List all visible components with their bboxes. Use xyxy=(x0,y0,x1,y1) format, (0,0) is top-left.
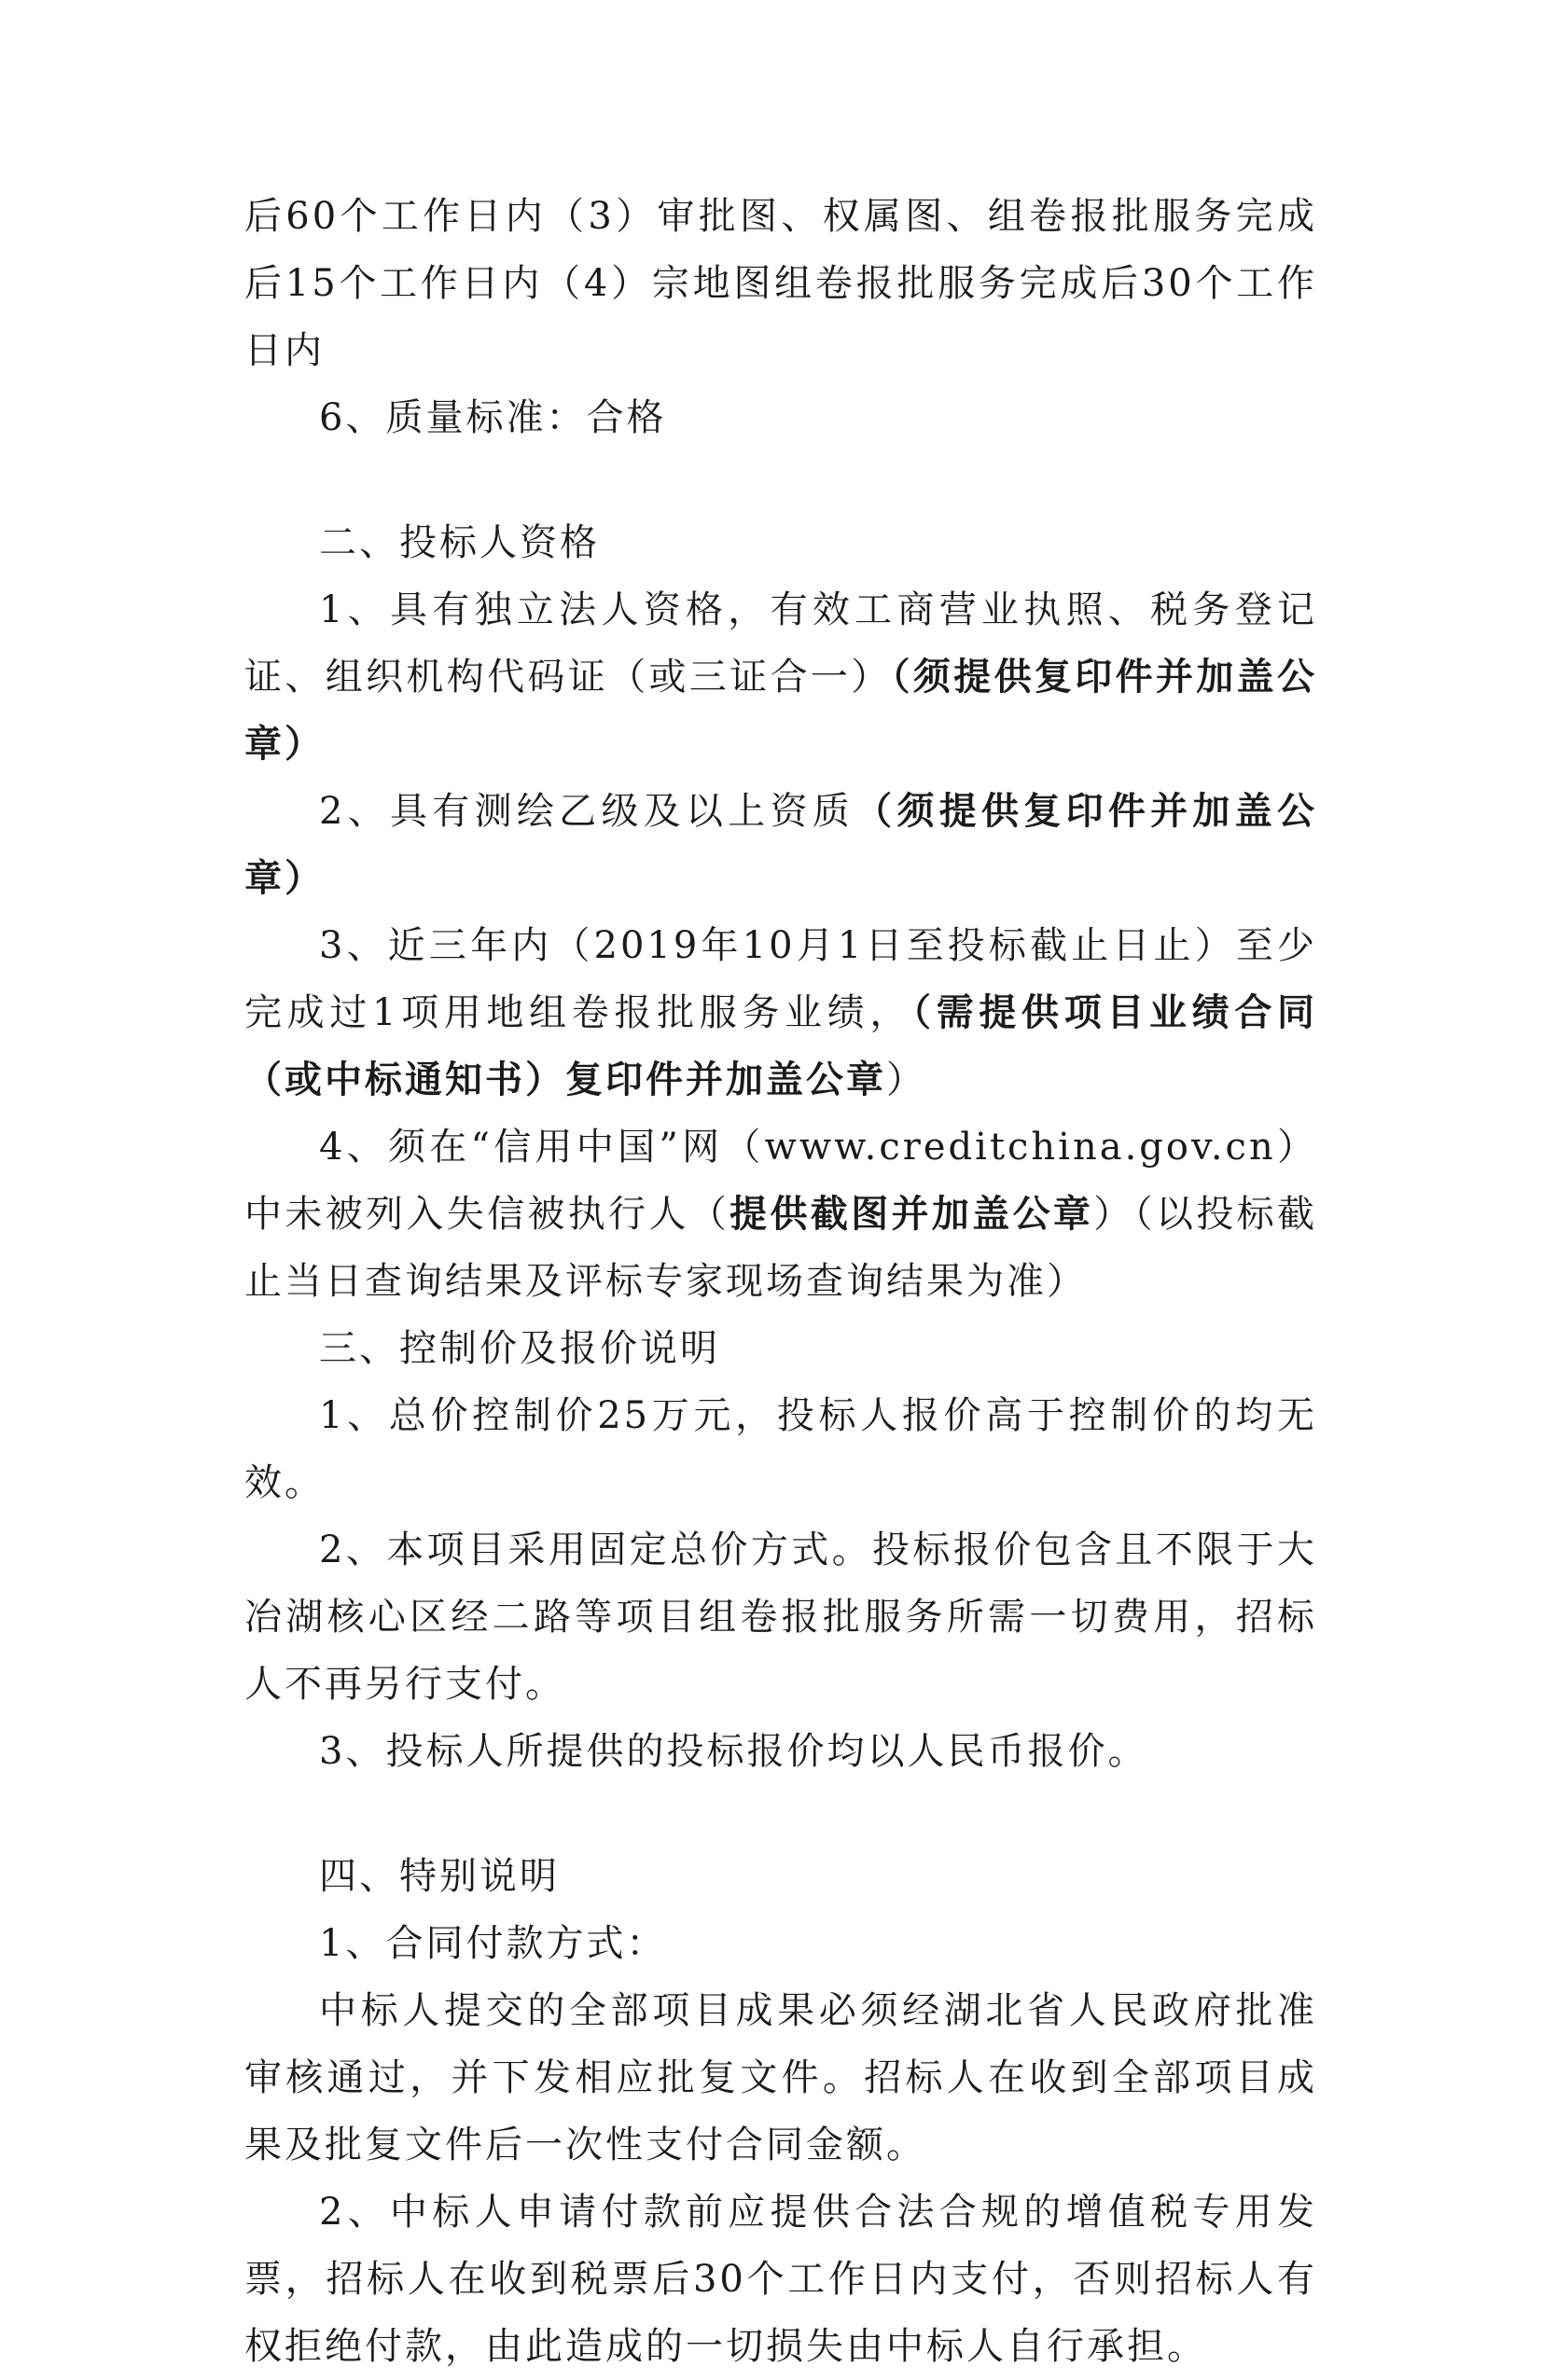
qualification-item-3-close: ） xyxy=(886,1059,926,1101)
qualification-item-3-text: 3、近三年内（2019年10月1日至投标截止日止）至少完成过1项用地组卷报批服务业绩， xyxy=(244,924,1317,1034)
section-heading-special-notes: 四、特别说明 xyxy=(319,1855,560,1898)
qualification-item-1-requirement: （须提供复印件并加盖公章） xyxy=(244,655,1318,766)
qualification-item-4-note: ）（以投标截止当日查询结果及评标专家现场查询结果为准） xyxy=(244,1193,1318,1303)
qualification-item-1 xyxy=(244,576,1317,778)
qualification-item-2-requirement: （须提供复印件并加盖公章） xyxy=(244,789,1318,900)
section-heading-control-price: 三、控制价及报价说明 xyxy=(319,1327,720,1370)
special-item-1: 1、合同付款方式： xyxy=(319,1922,667,1965)
paragraph-schedule-continued: 后60个工作日内（3）审批图、权属图、组卷报批服务完成后15个工作日内（4）宗地图组卷报批服务完成后30个工作日内 xyxy=(244,195,1317,372)
section-gap xyxy=(244,451,1317,509)
qualification-item-4-text: 4、须在“信用中国”网（www.creditchina.gov.cn）中未被列入失信被执行人（ xyxy=(244,1126,1317,1236)
document-body xyxy=(244,183,1317,2380)
qualification-item-2 xyxy=(244,778,1317,912)
special-item-2: 2、中标人申请付款前应提供合法合规的增值税专用发票，招标人在收到税票后30个工作日内支付，否则招标人有权拒绝付款，由此造成的一切损失由中标人自行承担。 xyxy=(244,2191,1317,2368)
price-item-3: 3、投标人所提供的投标报价均以人民币报价。 xyxy=(319,1730,1148,1773)
section-gap xyxy=(244,1785,1317,1843)
qualification-item-4 xyxy=(244,1114,1317,1315)
qualification-item-3 xyxy=(244,912,1317,1114)
price-item-1: 1、总价控制价25万元，投标人报价高于控制价的均无效。 xyxy=(244,1394,1317,1504)
qualification-item-1-text: 1、具有独立法人资格，有效工商营业执照、税务登记证、组织机构代码证（或三证合一） xyxy=(244,588,1317,699)
qualification-item-3-requirement: （需提供项目业绩合同（或中标通知书）复印件并加盖公章 xyxy=(244,990,1318,1101)
qualification-item-2-text: 2、具有测绘乙级及以上资质 xyxy=(319,790,855,833)
price-item-2: 2、本项目采用固定总价方式。投标报价包含且不限于大冶湖核心区经二路等项目组卷报批服务所需一切费用，招标人不再另行支付。 xyxy=(244,1529,1317,1706)
qualification-item-4-requirement: 提供截图并加盖公章 xyxy=(729,1192,1094,1236)
paragraph-quality-standard: 6、质量标准：合格 xyxy=(319,396,667,439)
special-item-1-body: 中标人提交的全部项目成果必须经湖北省人民政府批准审核通过，并下发相应批复文件。招标人在收到全部项目成果及批复文件后一次性支付合同金额。 xyxy=(244,1989,1317,2166)
section-heading-bidder-qualification: 二、投标人资格 xyxy=(319,521,600,564)
